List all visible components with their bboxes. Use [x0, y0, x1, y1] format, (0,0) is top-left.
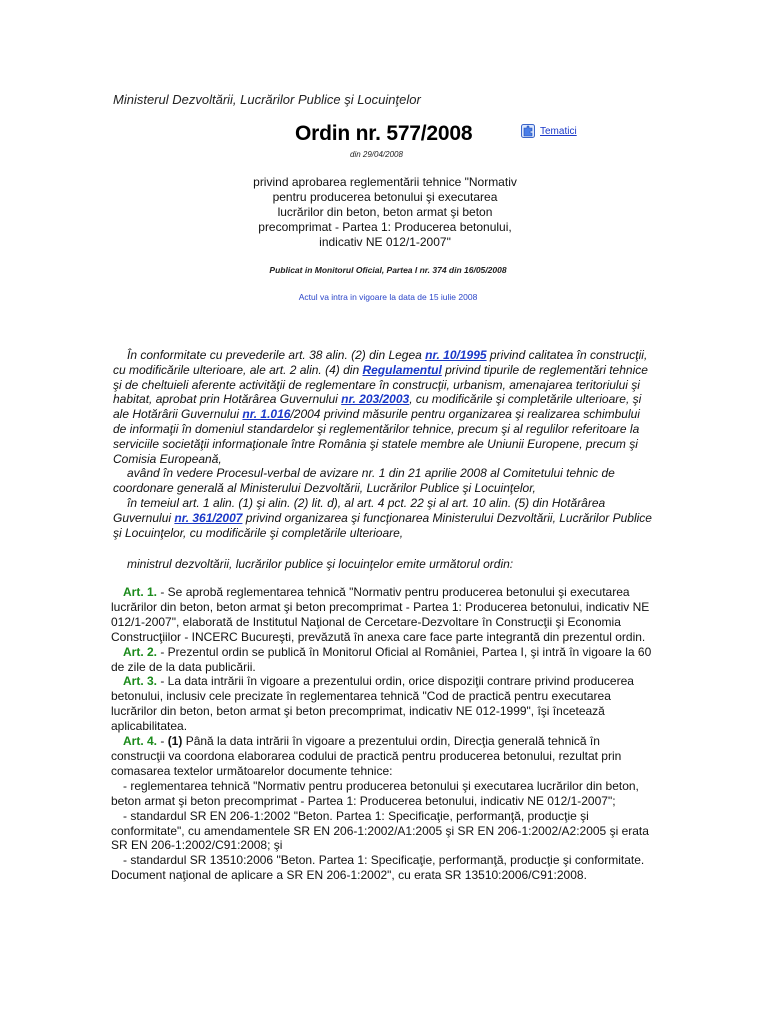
law-10-1995-link[interactable]: nr. 10/1995 — [425, 348, 487, 362]
text-segment: în temeiul art. 1 alin. (1) şi alin. (2) lit. d), al art. 4 pct. 22 şi al art. 10 alin. (5) din Hotărârea Guvernului — [113, 495, 606, 525]
paragraph-number: (1) — [167, 734, 183, 749]
text-segment: /2004 privind măsurile pentru organizarea şi realizarea schimbului de informaţii în domeniul standardelor şi reglementărilor tehnice, precum şi al regulilor referitoare la serviciile societăţii informaţionale între România şi statele membre ale Uniunii Europene, precum şi Comisia Europeană, — [113, 407, 640, 466]
text-segment: privind tipurile de reglementări tehnice şi de cheltuieli aferente activităţii de reglementare în construcţii, urbanism, amenajarea teritoriului şi habitat, aprobat prin Hotărârea Guvernului — [113, 362, 648, 407]
articles — [111, 585, 656, 883]
article-text: - La data intrării în vigoare a prezentului ordin, orice dispoziţii contrare privind producerea betonului, inclusiv cele precizate în reglementarea tehnică "Cod de practică pentru executarea lucrărilor din beton, beton armat şi beton precomprimat, indicativ NE 012-1999", îşi încetează aplicabilitatea. — [111, 674, 634, 734]
hg-1016-link[interactable]: nr. 1.016 — [242, 407, 291, 422]
article-3 — [111, 674, 656, 734]
ministry-name: Ministerul Dezvoltării, Lucrărilor Publice şi Locuinţelor — [113, 92, 421, 107]
hg-361-2007-link[interactable]: nr. 361/2007 — [174, 510, 243, 525]
preamble-paragraph-3 — [113, 496, 653, 540]
order-title: Ordin nr. 577/2008 — [295, 122, 473, 145]
article-text: - Se aprobă reglementarea tehnică "Normativ pentru producerea betonului şi executarea lucrărilor din beton, beton armat şi beton precomprimat - Partea 1: Producerea betonului, indicativ NE 012/1-2007", elaborată de Institutul Naţional de Cercetare-Dezvoltare în Construcţii şi Economia Construcţiilor - INCERC Bucureşti, prevăzută în anexa care face parte integrantă din prezentul ordin. — [111, 585, 650, 644]
text-segment: privind calitatea în construcţii, cu modificările ulterioare, ale art. 2 alin. (4) din — [113, 348, 648, 377]
in-force-note: Actul va intra in vigoare la data de 15 iulie 2008 — [298, 292, 478, 302]
order-date: din 29/04/2008 — [350, 150, 403, 159]
tematici-label[interactable]: Tematici — [540, 125, 577, 137]
article-label: Art. 3. — [123, 674, 158, 689]
list-item: - standardul SR EN 206-1:2002 "Beton. Partea 1: Specificaţie, performanţă, producţie şi conformitate", cu amendamentele SR EN 206-1:2002/A1:2005 şi SR EN 206-1:2002/A2:2005 şi erata SR EN 206-1:2002/C91:2008; şi — [111, 808, 649, 853]
puzzle-icon — [521, 124, 535, 138]
article-1 — [111, 585, 656, 645]
article-label: Art. 4. — [123, 734, 158, 749]
text-segment: privind organizarea şi funcţionarea Ministerului Dezvoltării, Lucrărilor Publice şi Locuinţelor, cu modificările şi completările ulterioare, — [113, 510, 652, 540]
list-item: - standardul SR 13510:2006 "Beton. Partea 1: Specificaţie, performanţă, producţie şi conformitate. Document naţional de aplicare a SR EN 206-1:2002", cu erata SR 13510:2006/C91:2008. — [111, 853, 645, 883]
article-text: Până la data intrării în vigoare a prezentului ordin, Direcţia generală tehnică în construcţii va coordona elaborarea codului de practică pentru producerea betonului, rezultat prin comasarea textelor următoarelor documente tehnice: — [111, 734, 622, 778]
article-label: Art. 2. — [123, 644, 158, 659]
tematici-link[interactable] — [521, 124, 577, 138]
preamble-paragraph-2: având în vedere Procesul-verbal de avizare nr. 1 din 21 aprilie 2008 al Comitetului tehnic de coordonare generală al Ministerului Dezvoltării, Lucrărilor Publice şi Locuinţelor, — [113, 466, 615, 496]
text-segment: În conformitate cu prevederile art. 38 alin. (2) din Legea — [127, 348, 426, 362]
article-dash: - — [157, 734, 168, 749]
preamble-paragraph-1 — [113, 348, 653, 466]
article-label: Art. 1. — [123, 585, 158, 599]
hg-203-2003-link[interactable]: nr. 203/2003 — [341, 392, 410, 407]
article-2 — [111, 645, 656, 675]
publication-note: Publicat in Monitorul Oficial, Partea I nr. 374 din 16/05/2008 — [269, 265, 507, 275]
preamble — [113, 348, 653, 540]
article-4 — [111, 734, 656, 779]
order-subject: privind aprobarea reglementării tehnice "Normativ pentru producerea betonului şi executarea lucrărilor din beton, beton armat şi beton precomprimat - Partea 1: Producerea betonului, indicativ NE 012/1-2007" — [253, 175, 517, 249]
list-item: - reglementarea tehnică "Normativ pentru producerea betonului şi executarea lucrărilor din beton, beton armat şi beton precomprimat - Partea 1: Producerea betonului, indicativ NE 012/1-2007"; — [111, 778, 639, 808]
emit-statement: ministrul dezvoltării, lucrărilor publice şi locuinţelor emite următorul ordin: — [127, 557, 514, 571]
regulamentul-link[interactable]: Regulamentul — [362, 362, 442, 377]
text-segment: , cu modificările şi completările ulterioare, şi ale Hotărârii Guvernului — [113, 392, 642, 422]
article-text: - Prezentul ordin se publică în Monitorul Oficial al României, Partea I, şi intră în vigoare la 60 de zile de la data publicării. — [111, 644, 652, 674]
